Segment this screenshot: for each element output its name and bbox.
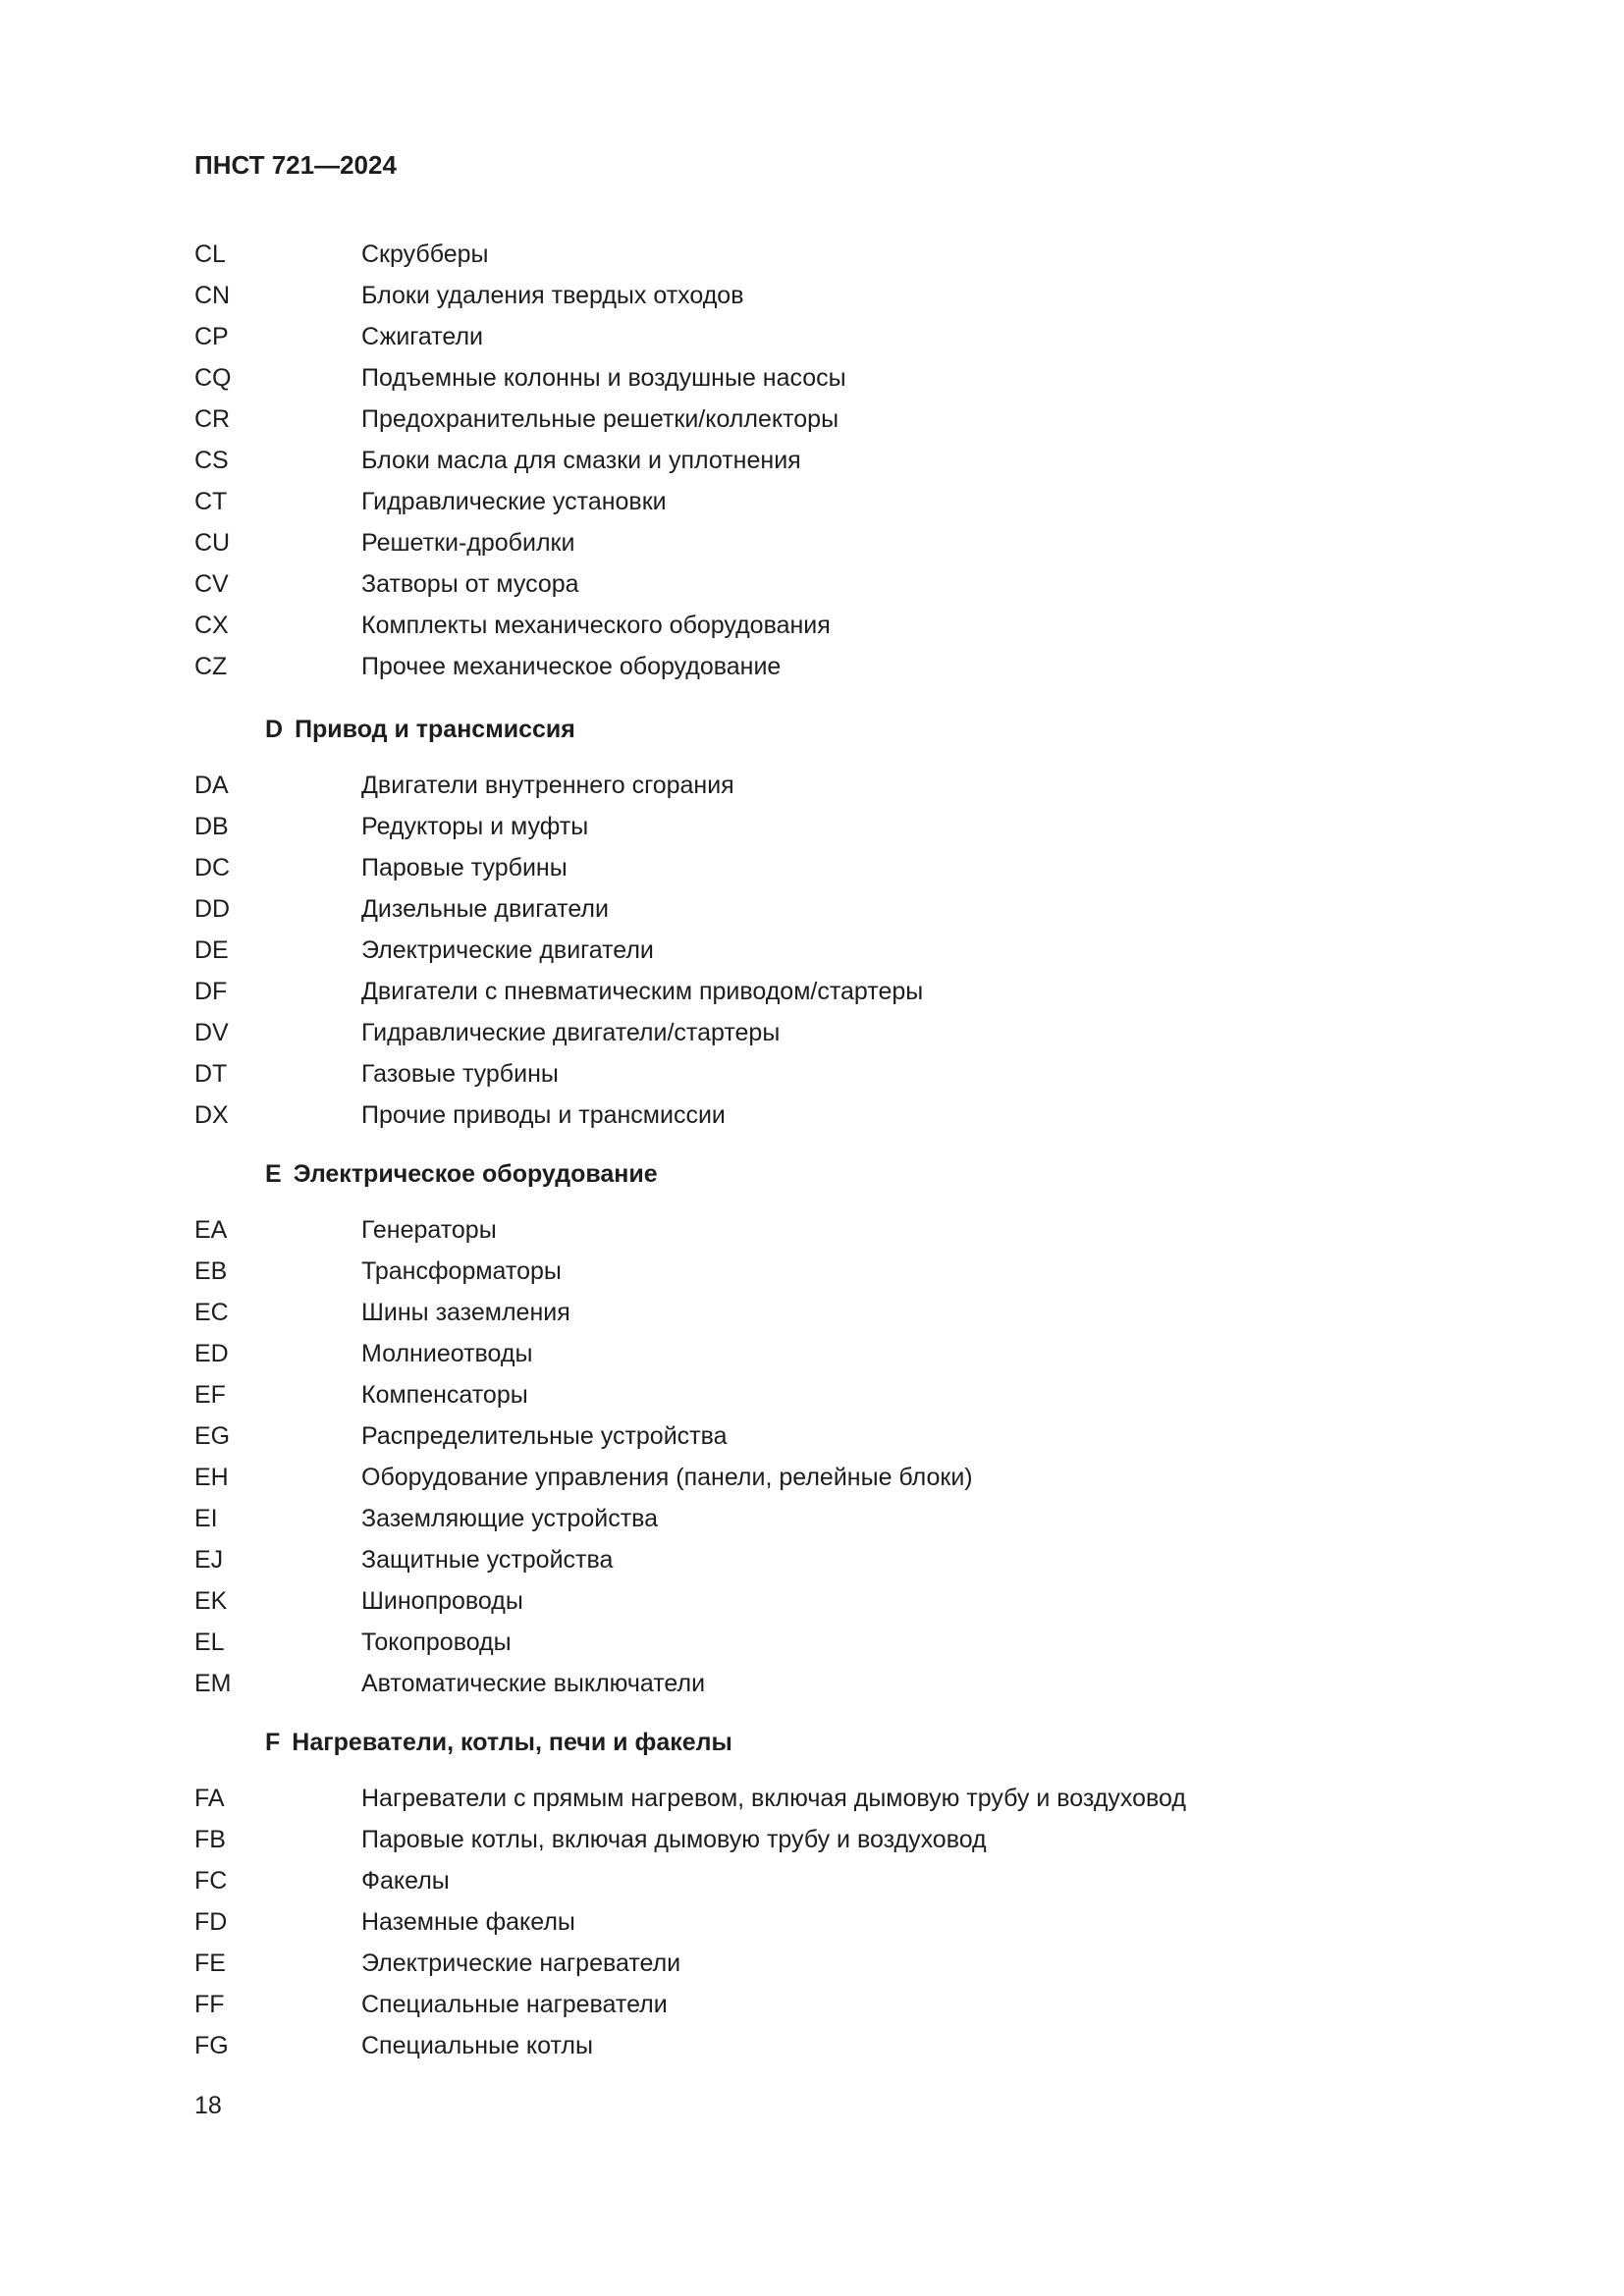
table-row [194, 806, 923, 847]
table-row [194, 1943, 1186, 1984]
table-row [194, 1778, 1186, 1819]
table-row [194, 1012, 923, 1053]
code: FA [194, 1784, 225, 1812]
description: Гидравлические двигатели/стартеры [361, 1018, 781, 1046]
code: DF [194, 977, 228, 1005]
description: Скрубберы [361, 240, 489, 268]
code: CZ [194, 652, 228, 680]
description: Наземные факелы [361, 1907, 575, 1936]
description: Блоки масла для смазки и уплотнения [361, 446, 801, 474]
code: FC [194, 1866, 228, 1895]
table-row [194, 522, 846, 563]
section-heading-e [265, 1153, 658, 1195]
code: DT [194, 1059, 228, 1088]
description: Оборудование управления (панели, релейные блоки) [361, 1463, 973, 1491]
table-row [194, 1251, 973, 1292]
section-title: Электрическое оборудование [293, 1159, 658, 1188]
table-row [194, 399, 846, 440]
code: DV [194, 1018, 229, 1046]
code: EA [194, 1215, 228, 1244]
code: EF [194, 1380, 226, 1409]
code: DD [194, 894, 231, 923]
description: Предохранительные решетки/коллекторы [361, 404, 839, 433]
description: Нагреватели с прямым нагревом, включая дымовую трубу и воздуховод [361, 1784, 1186, 1812]
section-title: Нагреватели, котлы, печи и факелы [292, 1728, 732, 1756]
code: CV [194, 569, 229, 598]
code: EJ [194, 1545, 224, 1574]
description: Паровые котлы, включая дымовую трубу и воздуховод [361, 1825, 987, 1853]
code: EL [194, 1628, 225, 1656]
description: Электрические нагреватели [361, 1949, 681, 1977]
table-row [194, 1333, 973, 1374]
table-row [194, 1292, 973, 1333]
description: Прочие приводы и трансмиссии [361, 1100, 726, 1129]
table-row [194, 1622, 973, 1663]
description: Распределительные устройства [361, 1421, 728, 1450]
code: FB [194, 1825, 226, 1853]
section-letter: E [265, 1159, 282, 1188]
table-row [194, 275, 846, 316]
description: Газовые турбины [361, 1059, 559, 1088]
table-row [194, 1415, 973, 1457]
description: Молниеотводы [361, 1339, 533, 1367]
table-row [194, 1819, 1186, 1860]
code: DE [194, 935, 229, 964]
description: Шины заземления [361, 1298, 570, 1326]
table-row [194, 357, 846, 399]
table-row [194, 481, 846, 522]
code: CQ [194, 363, 232, 392]
code: CU [194, 528, 231, 557]
code: EB [194, 1256, 228, 1285]
table-row [194, 1209, 973, 1251]
description: Сжигатели [361, 322, 484, 350]
table-row [194, 1860, 1186, 1901]
description: Гидравлические установки [361, 487, 667, 515]
description: Затворы от мусора [361, 569, 579, 598]
section-heading-d [265, 709, 575, 750]
description: Электрические двигатели [361, 935, 654, 964]
code: CR [194, 404, 231, 433]
table-row [194, 234, 846, 275]
code-list-c [194, 234, 846, 687]
code: FF [194, 1990, 225, 2018]
code-list-f [194, 1778, 1186, 2066]
section-letter: F [265, 1728, 281, 1756]
table-row [194, 646, 846, 687]
table-row [194, 440, 846, 481]
description: Дизельные двигатели [361, 894, 609, 923]
description: Решетки-дробилки [361, 528, 575, 557]
description: Шинопроводы [361, 1586, 523, 1615]
description: Трансформаторы [361, 1256, 562, 1285]
section-letter: D [265, 715, 284, 743]
code: EM [194, 1669, 232, 1697]
code: DA [194, 771, 229, 799]
description: Компенсаторы [361, 1380, 528, 1409]
table-row [194, 1374, 973, 1415]
table-row [194, 1095, 923, 1136]
description: Специальные котлы [361, 2031, 593, 2059]
table-row [194, 765, 923, 806]
description: Генераторы [361, 1215, 497, 1244]
code-list-d [194, 765, 923, 1136]
code: EI [194, 1504, 218, 1532]
code: FE [194, 1949, 226, 1977]
description: Двигатели внутреннего сгорания [361, 771, 734, 799]
code: DX [194, 1100, 229, 1129]
description: Паровые турбины [361, 853, 568, 881]
description: Редукторы и муфты [361, 812, 589, 840]
table-row [194, 563, 846, 605]
section-title: Привод и трансмиссия [295, 715, 575, 743]
description: Двигатели с пневматическим приводом/стартеры [361, 977, 924, 1005]
code: CL [194, 240, 226, 268]
table-row [194, 888, 923, 930]
code: EH [194, 1463, 229, 1491]
description: Заземляющие устройства [361, 1504, 659, 1532]
description: Автоматические выключатели [361, 1669, 706, 1697]
table-row [194, 2025, 1186, 2066]
description: Подъемные колонны и воздушные насосы [361, 363, 846, 392]
code-list-e [194, 1209, 973, 1704]
code: CS [194, 446, 229, 474]
code: CX [194, 611, 229, 639]
description: Прочее механическое оборудование [361, 652, 782, 680]
code: EG [194, 1421, 231, 1450]
table-row [194, 971, 923, 1012]
code: ED [194, 1339, 229, 1367]
code: DB [194, 812, 229, 840]
description: Блоки удаления твердых отходов [361, 281, 744, 309]
page-number: 18 [194, 2092, 222, 2119]
code: CN [194, 281, 231, 309]
table-row [194, 1053, 923, 1095]
table-row [194, 847, 923, 888]
table-row [194, 930, 923, 971]
description: Токопроводы [361, 1628, 512, 1656]
table-row [194, 316, 846, 357]
code: CT [194, 487, 228, 515]
section-heading-f [265, 1722, 732, 1763]
description: Специальные нагреватели [361, 1990, 668, 2018]
code: DC [194, 853, 231, 881]
table-row [194, 605, 846, 646]
table-row [194, 1663, 973, 1704]
code: EC [194, 1298, 229, 1326]
code: EK [194, 1586, 228, 1615]
description: Комплекты механического оборудования [361, 611, 831, 639]
code: CP [194, 322, 229, 350]
table-row [194, 1580, 973, 1622]
document-header: ПНСТ 721—2024 [194, 150, 397, 180]
table-row [194, 1984, 1186, 2025]
description: Факелы [361, 1866, 450, 1895]
description: Защитные устройства [361, 1545, 614, 1574]
table-row [194, 1457, 973, 1498]
table-row [194, 1539, 973, 1580]
code: FD [194, 1907, 228, 1936]
table-row [194, 1901, 1186, 1943]
code: FG [194, 2031, 229, 2059]
table-row [194, 1498, 973, 1539]
